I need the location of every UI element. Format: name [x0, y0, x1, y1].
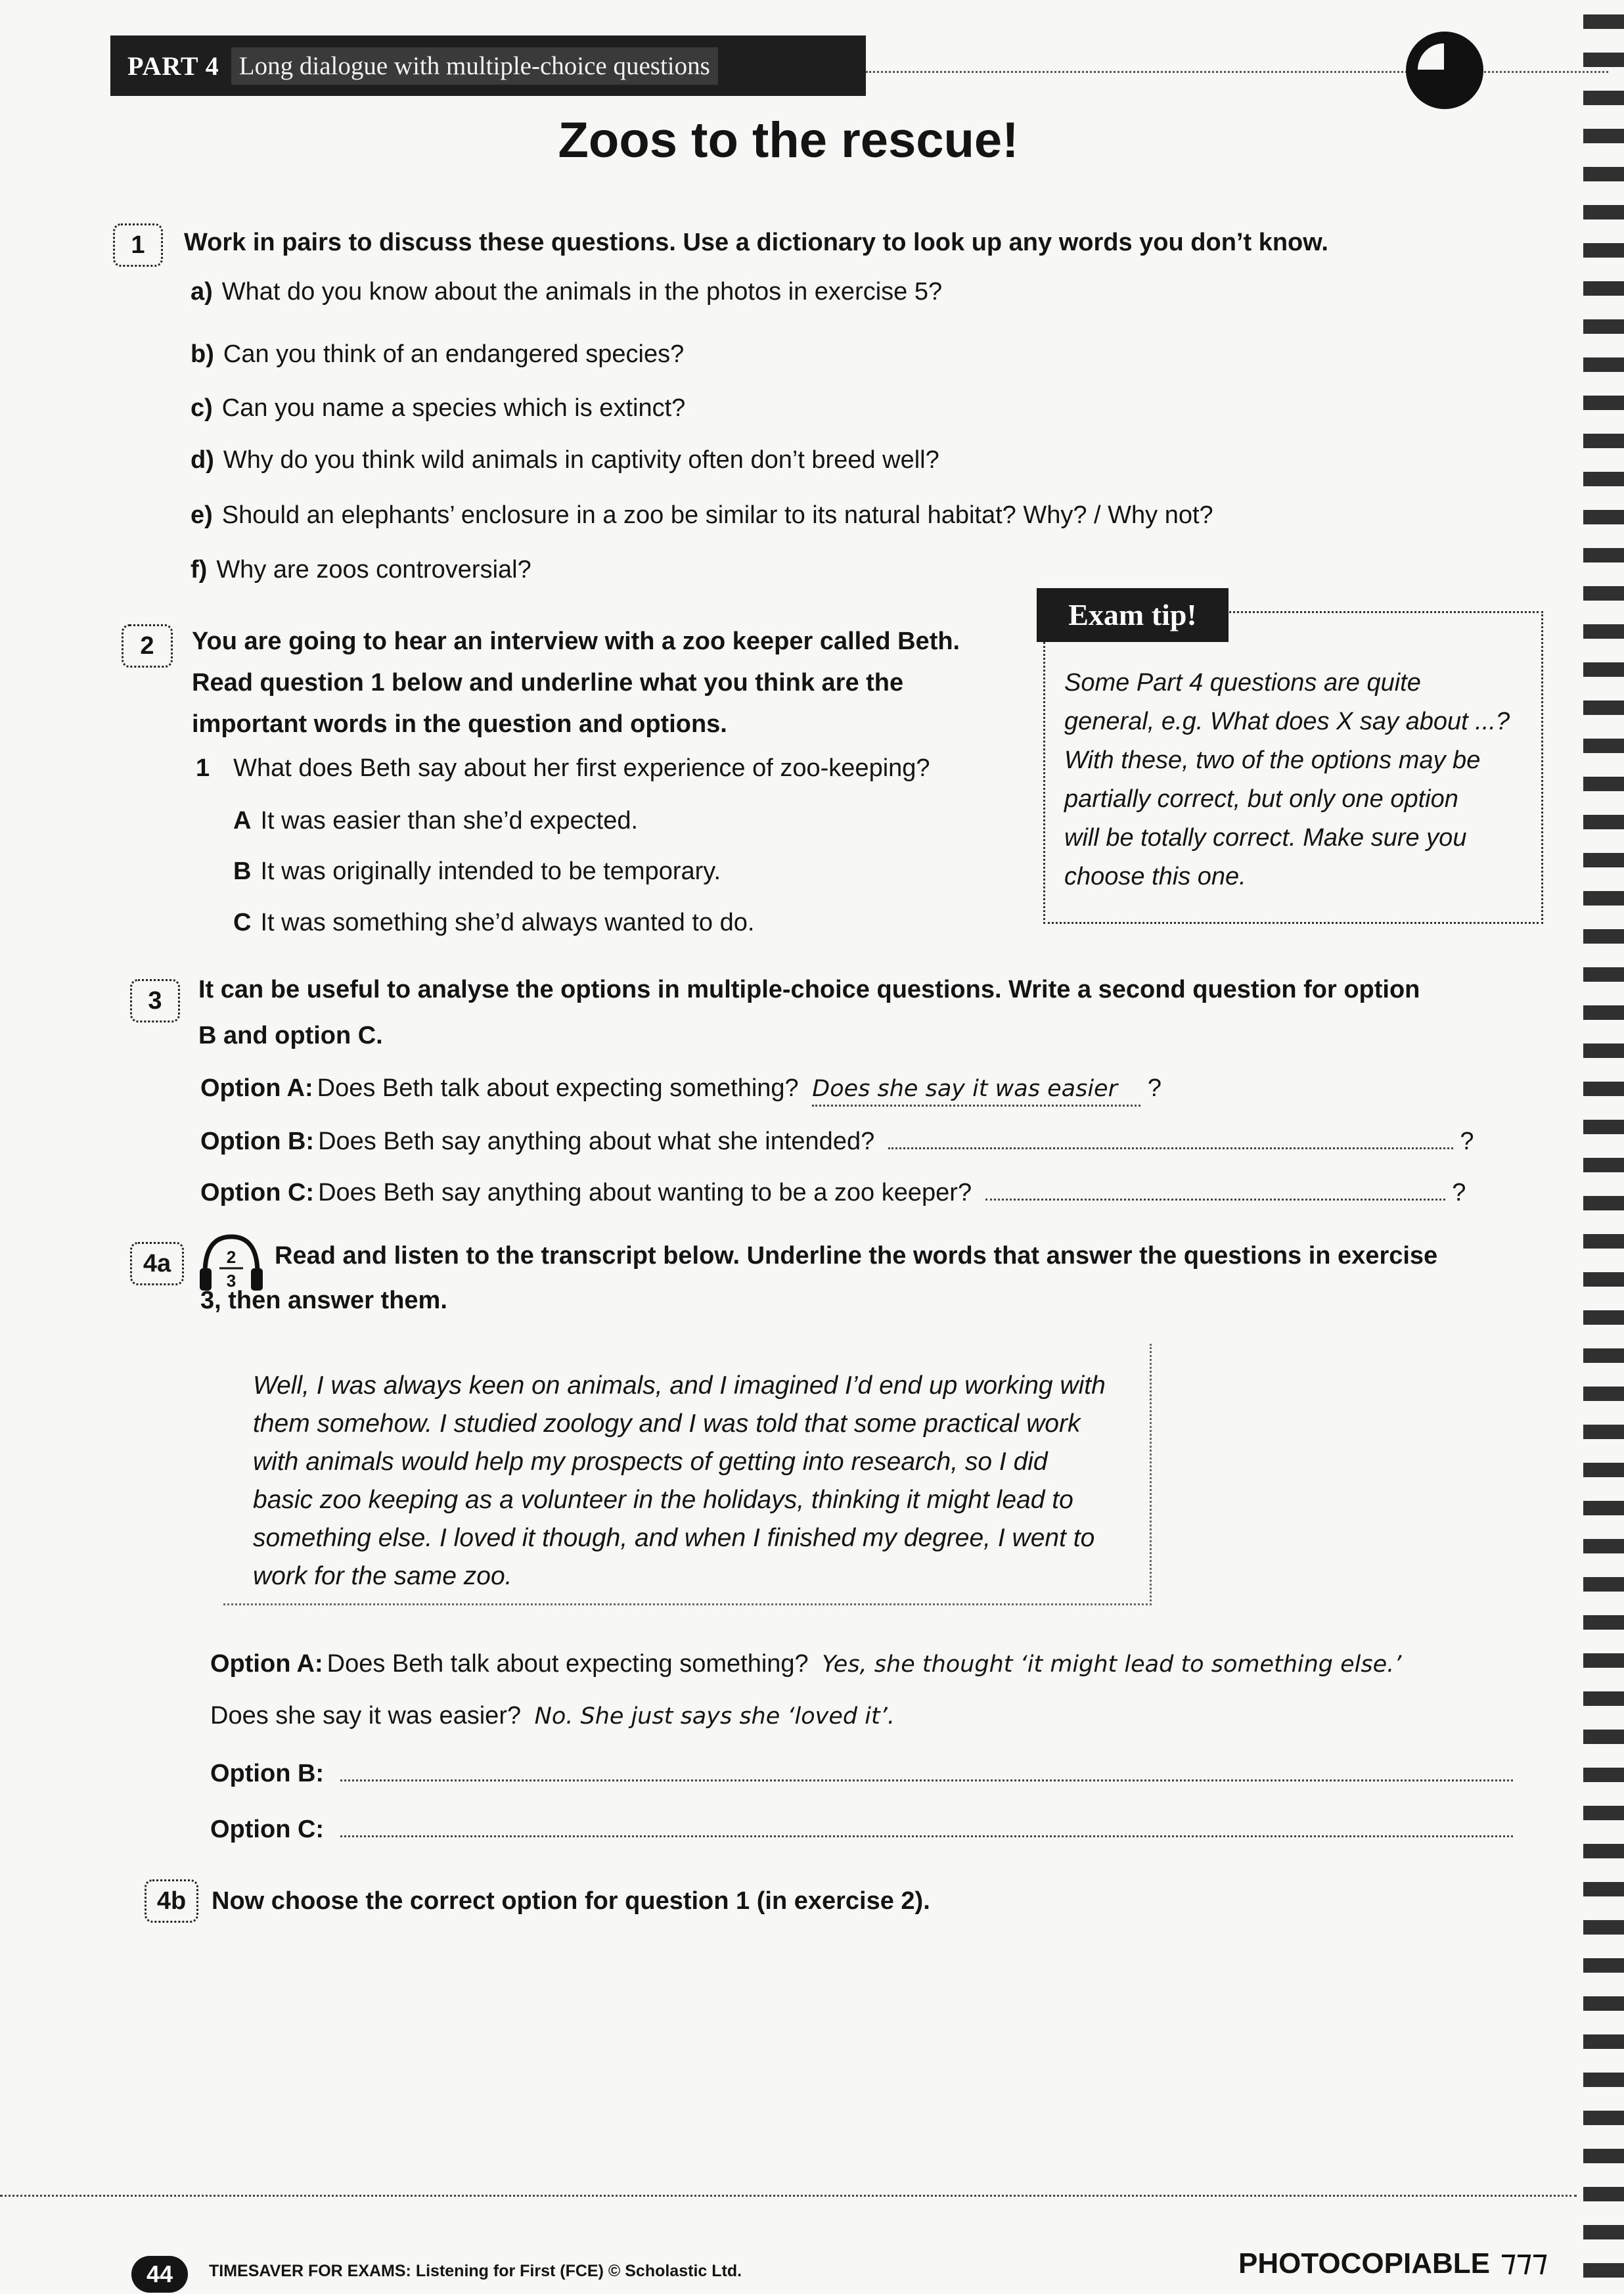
ex1-question-e: e) Should an elephants’ enclosure in a zoo be similar to its natural habitat? Why? / Why not?	[191, 501, 1213, 529]
footer-divider	[0, 2195, 1577, 2197]
ex1-question-f: f) Why are zoos controversial?	[191, 556, 531, 584]
ex4a-answer-a-handwriting: Yes, she thought ‘it might lead to something else.’	[822, 1651, 1402, 1678]
ex3-option-a-row: Option A: Does Beth talk about expecting something? Does she say it was easier ?	[200, 1072, 1162, 1107]
photocopy-icon	[1498, 2252, 1550, 2278]
part-label: PART 4	[127, 51, 219, 81]
photocopiable-label: PHOTOCOPIABLE	[1238, 2247, 1550, 2280]
exercise-3-instruction-line1: It can be useful to analyse the options in multiple-choice questions. Write a second question for option	[198, 976, 1420, 1003]
ex4a-answer-a: Option A: Does Beth talk about expecting something? Yes, she thought ‘it might lead to something else.’	[210, 1650, 1402, 1678]
ex1-question-b: b) Can you think of an endangered species?	[191, 340, 685, 368]
page-title: Zoos to the rescue!	[558, 112, 1019, 168]
exercise-3-instruction-line2: B and option C.	[198, 1022, 383, 1049]
part-header-bar	[110, 35, 866, 96]
exercise-2-instruction-line1: You are going to hear an interview with a zoo keeper called Beth.	[192, 628, 960, 655]
ex1-question-d: d) Why do you think wild animals in captivity often don’t breed well?	[191, 446, 939, 474]
ex4a-answer-b: Option B:	[210, 1760, 325, 1787]
transcript-text: Well, I was always keen on animals, and I imagined I’d end up working with them somehow. I studied zoology and I was told that some practical work with animals would help my prospects of getting into research, so I did basic zoo keeping as a volunteer in the holidays, thinking it might lead to something else. I loved it though, and when I finished my degree, I went to work for the same zoo.	[253, 1371, 1106, 1590]
ex4a-answer-c: Option C:	[210, 1816, 325, 1843]
exercise-4a-instruction-line2: 3, then answer them.	[200, 1287, 447, 1314]
exercise-number-4b: 4b	[145, 1879, 198, 1923]
page-number: 44	[131, 2256, 188, 2293]
exercise-number-1: 1	[113, 223, 163, 267]
ex2-option-c: C It was something she’d always wanted to do.	[233, 909, 755, 936]
ex4a-answer-a2-handwriting: No. She just says she ‘loved it’.	[534, 1703, 895, 1730]
footer-copyright: TIMESAVER FOR EXAMS: Listening for First (FCE) © Scholastic Ltd.	[209, 2262, 742, 2280]
exercise-2-instruction-line2: Read question 1 below and underline what you think are the	[192, 669, 904, 697]
header-divider	[866, 71, 1608, 73]
ex3-option-b-row: Option B: Does Beth say anything about what she intended? ?	[200, 1125, 1474, 1157]
ex1-question-a: a) What do you know about the animals in the photos in exercise 5?	[191, 278, 943, 306]
ex1-question-c: c) Can you name a species which is extinct?	[191, 394, 686, 422]
spiral-binding	[1583, 0, 1624, 2294]
svg-text:3: 3	[226, 1271, 237, 1291]
exam-tip-heading: Exam tip!	[1037, 588, 1229, 642]
exercise-number-3: 3	[130, 979, 180, 1022]
svg-text:2: 2	[226, 1247, 237, 1267]
ex3-option-b-answer-line[interactable]	[888, 1125, 1453, 1149]
part-title: Long dialogue with multiple-choice questions	[231, 47, 718, 85]
exercise-number-4a: 4a	[130, 1242, 184, 1285]
ex3-option-c-answer-line[interactable]	[985, 1176, 1445, 1201]
ex4a-option-b-answer-line[interactable]	[340, 1773, 1513, 1781]
ex2-option-a: A It was easier than she’d expected.	[233, 807, 639, 835]
ex2-question: 1 What does Beth say about her first experience of zoo-keeping?	[196, 754, 930, 782]
ex4a-answer-a2: Does she say it was easier? No. She just says she ‘loved it’.	[210, 1702, 895, 1730]
exercise-1-instruction: Work in pairs to discuss these questions. Use a dictionary to look up any words you don’t know.	[184, 229, 1328, 256]
exercise-4a-instruction-line1: Read and listen to the transcript below. Underline the words that answer the questions in exercise	[275, 1242, 1438, 1270]
exercise-2-instruction-line3: important words in the question and options.	[192, 710, 727, 738]
exercise-4b-instruction: Now choose the correct option for question 1 (in exercise 2).	[212, 1887, 930, 1915]
exam-tip-text: Some Part 4 questions are quite general, e.g. What does X say about ...? With these, two of the options may be partially correct, but only one option will be totally correct. Make sure you choose this one.	[1064, 669, 1510, 890]
clock-icon	[1406, 32, 1483, 109]
ex3-option-c-row: Option C: Does Beth say anything about wanting to be a zoo keeper? ?	[200, 1176, 1466, 1208]
ex3-option-a-answer[interactable]: Does she say it was easier	[812, 1073, 1140, 1107]
exercise-number-2: 2	[122, 624, 173, 668]
ex4a-option-c-answer-line[interactable]	[340, 1829, 1513, 1837]
ex2-option-b: B It was originally intended to be temporary.	[233, 858, 721, 885]
